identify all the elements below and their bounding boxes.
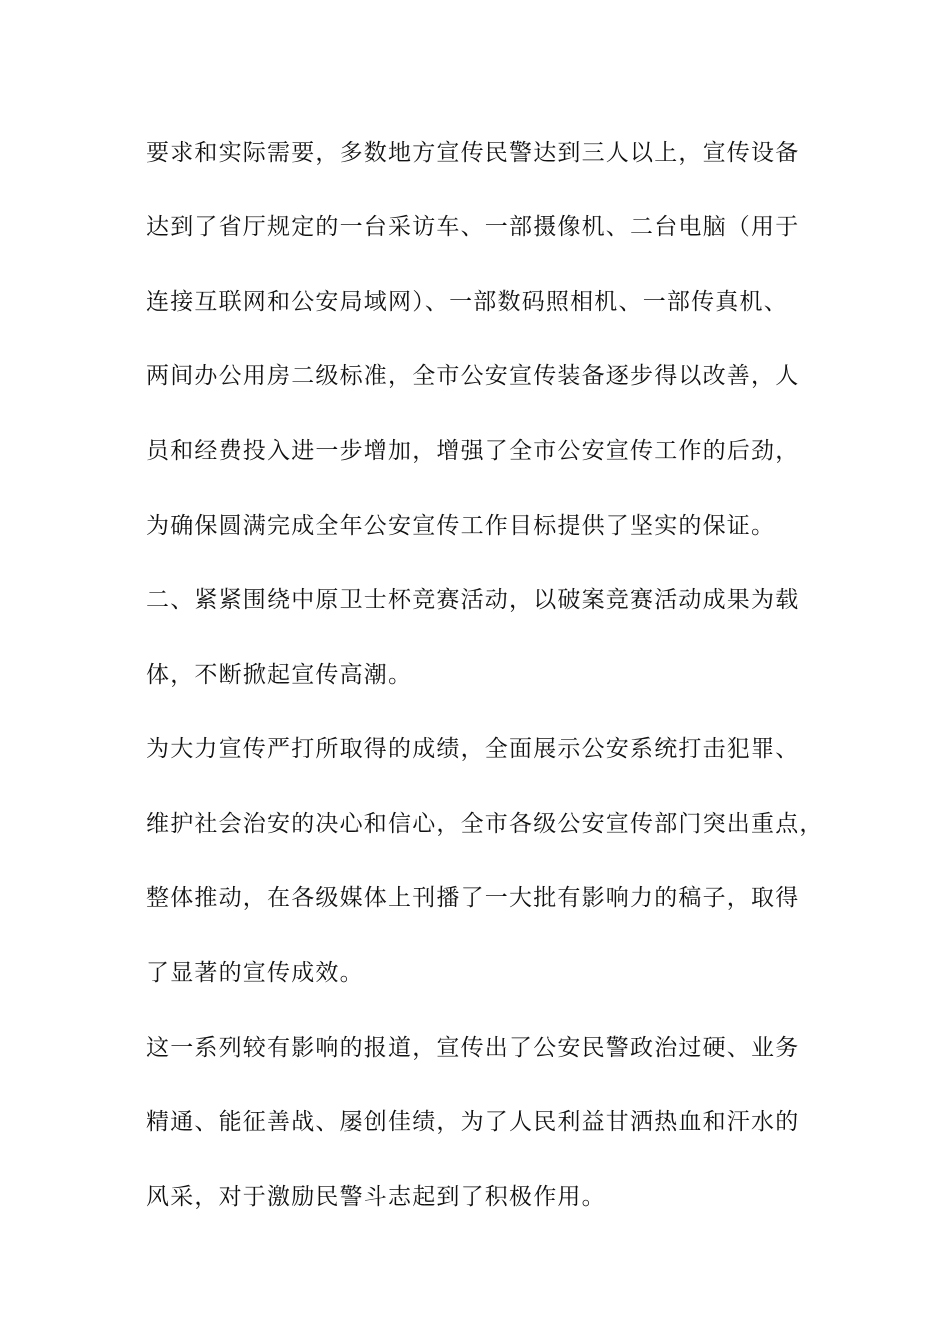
text-line-11: 整体推动，在各级媒体上刊播了一大批有影响力的稿子，取得	[146, 885, 800, 911]
text-line-4: 两间办公用房二级标准，全市公安宣传装备逐步得以改善，人	[146, 363, 800, 389]
text-line-5: 员和经费投入进一步增加，增强了全市公安宣传工作的后劲，	[146, 438, 800, 464]
section-heading-line-2: 体，不断掀起宣传高潮。	[146, 662, 413, 688]
text-line-2: 达到了省厅规定的一台采访车、一部摄像机、二台电脑（用于	[146, 214, 800, 240]
text-line-15: 风采，对于激励民警斗志起到了积极作用。	[146, 1184, 606, 1210]
text-line-12: 了显著的宣传成效。	[146, 960, 364, 986]
text-line-14: 精通、能征善战、屡创佳绩，为了人民利益甘洒热血和汗水的	[146, 1109, 800, 1135]
section-heading-line-1: 二、紧紧围绕中原卫士杯竞赛活动，以破案竞赛活动成果为载	[146, 587, 800, 613]
text-line-3: 连接互联网和公安局域网）、一部数码照相机、一部传真机、	[146, 289, 788, 315]
text-line-1: 要求和实际需要，多数地方宣传民警达到三人以上，宣传设备	[146, 140, 800, 166]
text-line-13: 这一系列较有影响的报道，宣传出了公安民警政治过硬、业务	[146, 1035, 800, 1061]
text-line-10: 维护社会治安的决心和信心，全市各级公安宣传部门突出重点，	[146, 811, 824, 837]
text-line-9: 为大力宣传严打所取得的成绩，全面展示公安系统打击犯罪、	[146, 736, 800, 762]
text-line-6: 为确保圆满完成全年公安宣传工作目标提供了坚实的保证。	[146, 513, 776, 539]
